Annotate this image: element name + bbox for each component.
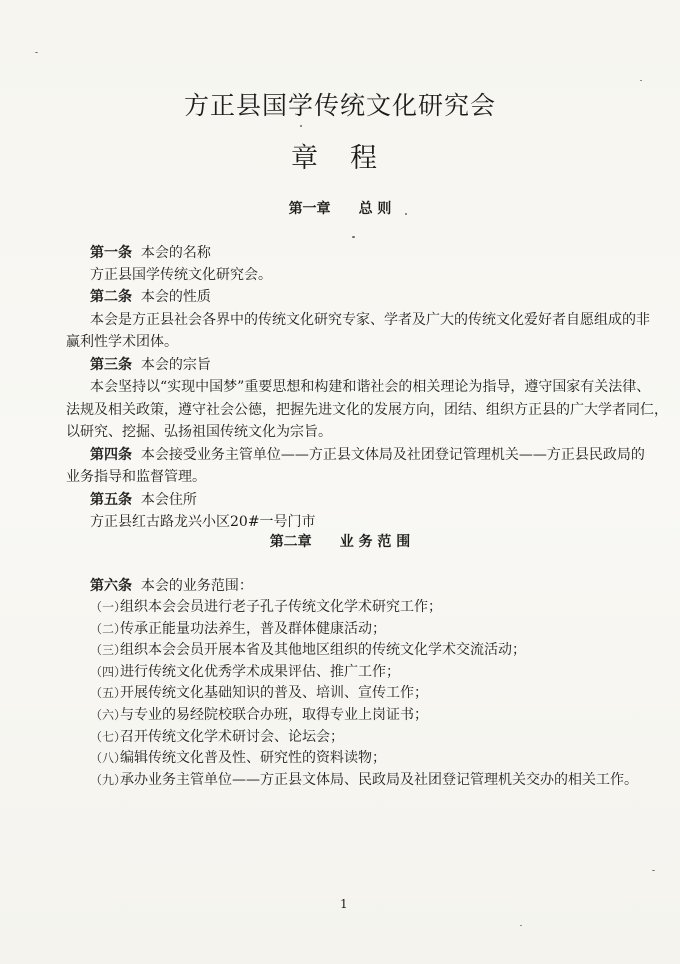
article-5-heading [90,491,197,509]
list-item-text: 编辑传统文化普及性、研究性的资料读物； [120,750,386,767]
list-item [90,771,650,793]
scan-speck [35,52,38,53]
chapter-1-heading [0,198,680,218]
article-5-body: 方正县红古路龙兴小区20#一号门市 [90,514,316,530]
list-item [90,663,650,685]
article-3-number: 第三条 [90,357,132,373]
business-scope-list [90,598,650,792]
article-2-body-line-2: 赢利性学术团体。 [66,334,178,350]
list-item-text: 召开传统文化学术研讨会、论坛会； [120,728,344,745]
list-item [90,641,650,663]
page-number: 1 [340,897,348,911]
article-4-text: 本会接受业务主管单位——方正县文体局及社团登记管理机关——方正县民政局的 [140,447,645,463]
scan-speck [652,870,655,871]
article-2-number: 第二条 [90,289,132,305]
scan-speck [352,236,355,238]
list-item-number: （八） [90,751,127,766]
list-item [90,706,650,728]
article-3-heading [90,356,211,374]
list-item-text: 传承正能量功法养生，普及群体健康活动； [120,620,386,637]
list-item-text: 开展传统文化基础知识的普及、培训、宣传工作； [120,685,428,702]
article-2-title: 本会的性质 [140,289,211,305]
list-item-number: （五） [90,686,127,701]
list-item-number: （一） [90,600,127,614]
list-item-text: 承办业务主管单位——方正县文体局、民政局及社团登记管理机关交办的相关工作。 [120,771,638,788]
article-6-title: 本会的业务范围： [140,578,253,594]
chapter-1-title: 总 则 [358,201,392,217]
article-1-title: 本会的名称 [140,245,211,261]
scan-speck [405,213,407,215]
scan-speck [520,925,522,926]
document-title: 章程 [291,143,409,174]
article-3-body-line-2: 法规及相关政策，遵守社会公德，把握先进文化的发展方向，团结、组织方正县的广大学者同仁， [66,402,668,418]
list-item-number: （九） [90,772,127,787]
list-item-text: 与专业的易经院校联合办班，取得专业上岗证书； [120,706,428,723]
list-item-number: （四） [90,664,127,679]
article-5-title: 本会住所 [140,492,197,508]
organization-title: 方正县国学传统文化研究会 [183,91,496,120]
list-item [90,749,650,771]
article-3-title: 本会的宗旨 [140,357,211,373]
article-6-number: 第六条 [90,578,132,594]
article-6-heading [90,577,253,595]
list-item-text: 组织本会会员进行老子孔子传统文化学术研究工作； [120,599,442,615]
scan-speck [300,125,302,127]
list-item-text: 进行传统文化优秀学术成果评估、推广工作； [120,663,400,680]
article-2-heading [90,288,211,306]
list-item [90,684,650,706]
chapter-2-title: 业 务 范 围 [339,534,411,550]
article-3-body-line-3: 以研究、挖掘、弘扬祖国传统文化为宗旨。 [66,424,332,440]
list-item-number: （二） [90,621,127,636]
article-3-body-line-1: 本会坚持以“实现中国梦”重要思想和构建和谐社会的相关理论为指导，遵守国家有关法律、 [90,379,651,395]
list-item [90,620,650,642]
list-item-text: 组织本会会员开展本省及其他地区组织的传统文化学术交流活动； [120,642,526,659]
article-1-body: 方正县国学传统文化研究会。 [90,267,272,283]
scan-speck [640,80,642,81]
article-4-line-1 [90,446,645,464]
list-item [90,728,650,750]
chapter-2-number: 第二章 [269,534,312,550]
article-4-line-2: 业务指导和监督管理。 [66,469,206,485]
article-1-number: 第一条 [90,245,132,261]
list-item-number: （七） [90,729,127,744]
chapter-2-heading [0,531,680,551]
article-4-number: 第四条 [90,447,132,463]
article-5-number: 第五条 [90,492,132,508]
article-2-body-line-1: 本会是方正县社会各界中的传统文化研究专家、学者及广大的传统文化爱好者自愿组成的非 [90,312,650,328]
article-1-heading [90,244,211,262]
list-item [90,598,650,620]
list-item-number: （六） [90,707,127,722]
chapter-1-number: 第一章 [288,201,331,217]
list-item-number: （三） [90,643,127,658]
